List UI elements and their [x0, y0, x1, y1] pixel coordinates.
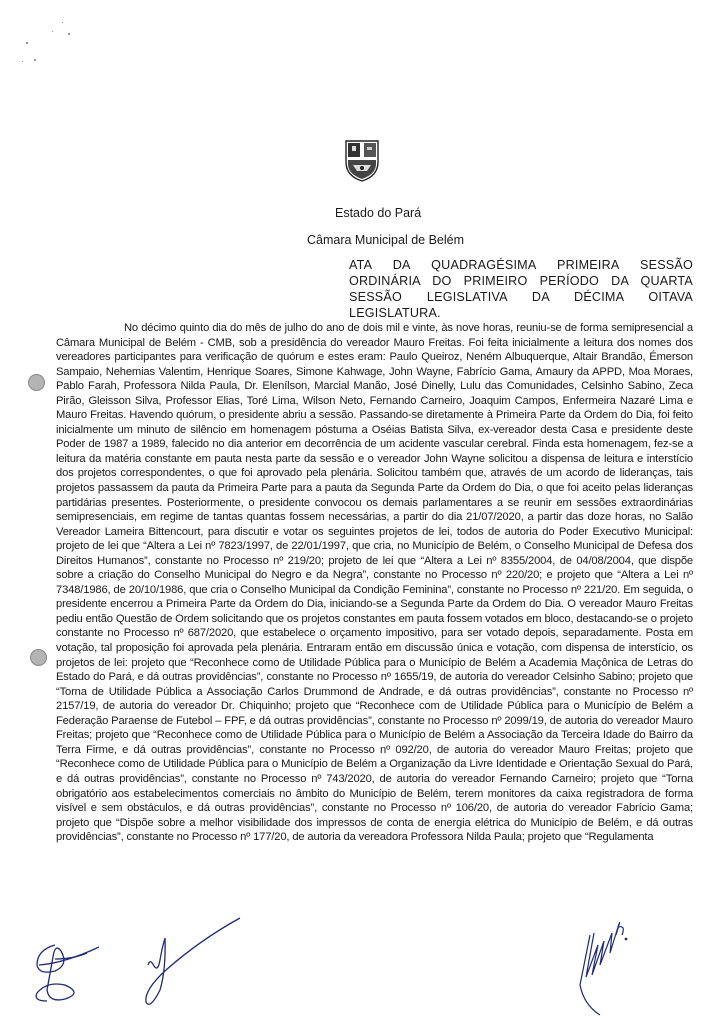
signature-1-icon — [25, 935, 110, 1010]
punch-hole-bottom — [30, 649, 47, 666]
coat-of-arms-icon — [343, 138, 381, 182]
document-title: ATA DA QUADRAGÉSIMA PRIMEIRA SESSÃO ORDINÁRIA DO PRIMEIRO PERÍODO DA QUARTA SESSÃO LEGISLATIVA DA DÉCIMA OITAVA LEGISLATURA. — [349, 258, 693, 320]
state-heading: Estado do Pará — [335, 206, 422, 220]
signature-2-icon — [140, 910, 250, 1015]
chamber-heading: Câmara Municipal de Belém — [307, 233, 465, 247]
signature-3-icon — [570, 905, 640, 1020]
minutes-body: No décimo quinto dia do mês de julho do ano de dois mil e vinte, às nove horas, reuniu-se de forma semipresencial a Câmara Municipal de Belém - CMB, sob a presidência do vereador Mauro Freitas. Foi feita inicialmente a leitura dos nomes dos vereadores participantes para verificação de quórum e estes eram: Paulo Queiroz, Neném Albuquerque, Altair Brandão, Émerson Sampaio, Nehemias Valentim, Henrique Soares, Simone Kahwage, John Wayne, Fabrício Gama, Amaury da APPD, Moa Moraes, Pablo Farah, Professora Nilda Paula, Dr. Elenílson, Marcial Manão, José Dinelly, Lulu das Comunidades, Celsinho Sabino, Zeca Pirão, Gleisson Silva, Professor Elias, Toré Lima, Wilson Neto, Fernando Carneiro, Joaquim Campos, Enfermeira Nazaré Lima e Mauro Freitas. Havendo quórum, o presidente abriu a sessão. Passando-se diretamente à Primeira Parte da Ordem do Dia, foi feito inicialmente um minuto de silêncio em homenagem póstuma a Oséias Batista Silva, ex-vereador desta Casa e presidente deste Poder de 1987 a 1989, falecido no dia anterior em decorrência de um acidente vascular cerebral. Finda esta homenagem, fez-se a leitura da matéria constante em pauta nesta parte da sessão e o vereador John Wayne solicitou a dispensa de leitura e interstício dos projetos correspondentes, o que foi aprovado pela plenária. Solicitou também que, através de um acordo de lideranças, tais projetos passassem da pauta da Primeira Parte para a pauta da Segunda Parte da Ordem do Dia, o que foi aceito pelas lideranças partidárias presentes. Posteriormente, o presidente convocou os demais parlamentares a se reunir em sessões extraordinárias semipresenciais, em regime de tantas quantas fossem necessárias, a partir do dia 21/07/2020, a partir das doze horas, no Salão Vereador Lameira Bittencourt, para discutir e votar os seguintes projetos de lei, todos de autoria do Poder Executivo Municipal: projeto de lei que “Altera a Lei nº 7823/1997, de 22/01/1997, que cria, no Município de Belém, o Conselho Municipal de Defesa dos Direitos Humanos”, constante no Processo nº 219/20; projeto de lei que “Altera a Lei nº 8355/2004, de 04/08/2004, que dispõe sobre a criação do Conselho Municipal do Negro e da Negra”, constante no Processo nº 220/20; e projeto que “Altera a Lei nº 7348/1986, de 20/10/1986, que cria o Conselho Municipal da Condição Feminina”, constante no Processo nº 221/20. Em seguida, o presidente encerrou a Primeira Parte da Ordem do Dia, iniciando-se a Segunda Parte da Ordem do Dia. O vereador Mauro Freitas pediu então Questão de Ordem solicitando que os projetos constantes em pauta fossem votados em bloco, destacando-se o projeto constante no Processo nº 687/2020, que estabelece o orçamento impositivo, para ser votado depois, separadamente. Posta em votação, tal proposição foi aprovada pela plenária. Entraram então em discussão única e votação, com dispensa de interstício, os projetos de lei: projeto que “Reconhece como de Utilidade Pública para o Município de Belém a Academia Maçônica de Letras do Estado do Pará, e dá outras providências”, constante no Processo nº 1655/19, de autoria do vereador Celsinho Sabino; projeto que “Torna de Utilidade Pública a Associação Carlos Drummond de Andrade, e dá outras providências”, constante no Processo nº 2157/19, de autoria do vereador Dr. Chiquinho; projeto que “Reconhece com de Utilidade Pública para o Município de Belém a Federação Paraense de Futebol – FPF, e dá outras providências”, constante no Processo nº 2099/19, de autoria do vereador Mauro Freitas; projeto que “Reconhece como de Utilidade Pública para o Município de Belém a Associação da Terceira Idade do Bairro da Terra Firme, e dá outras providências”, constante no Processo nº 092/20, de autoria do vereador Mauro Freitas; projeto que “Reconhece como de Utilidade Pública para o Município de Belém a Organização da Livre Identidade e Orientação Sexual do Pará, e dá outras providências”, constante no Processo nº 743/2020, de autoria do vereador Fernando Carneiro; projeto que “Torna obrigatório aos estabelecimentos comerciais no âmbito do Município de Belém, terem monitores da caixa registradora de forma visível e sem obstáculos, e dá outras providências”, constante no Processo nº 106/20, de autoria do vereador Fabrício Gama; projeto que “Dispõe sobre a melhor visibilidade dos impressos de conta de energia elétrica do Município de Belém, e dá outras providências”, constante no Processo nº 177/20, de autoria da vereadora Professora Nilda Paula; projeto que “Regulamenta — [56, 322, 693, 844]
punch-hole-top — [28, 374, 45, 391]
